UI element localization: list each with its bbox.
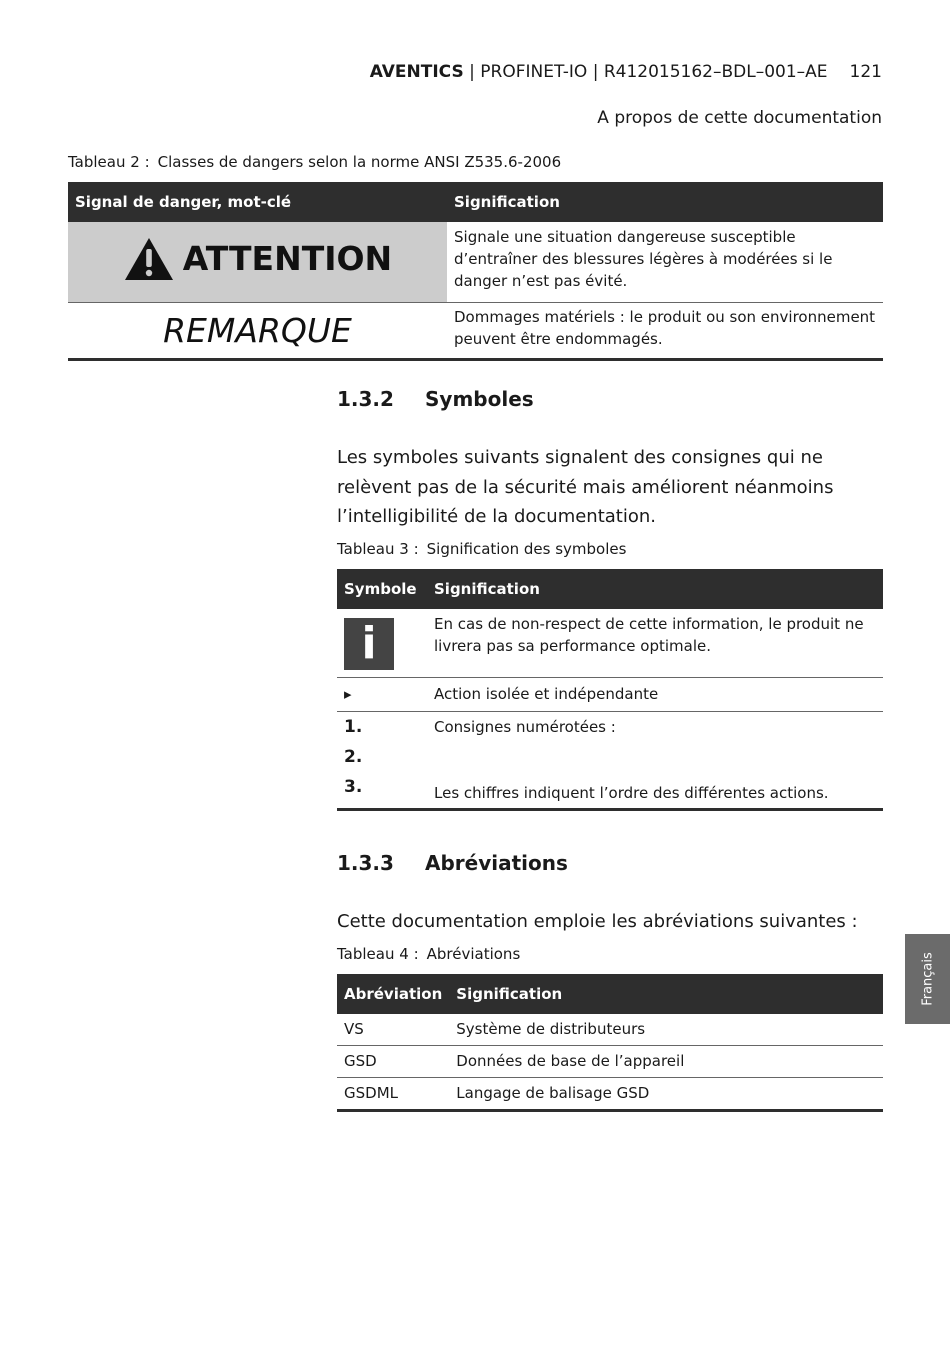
symbols-table	[337, 569, 883, 811]
language-tab-label: Français	[920, 952, 935, 1006]
running-header	[370, 62, 882, 82]
action-meaning: Action isolée et indépendante	[427, 678, 883, 712]
table2-caption	[68, 153, 561, 171]
abbreviation-meaning: Système de distributeurs	[449, 1014, 883, 1046]
abbreviation-cell: GSDML	[337, 1078, 449, 1111]
brand-name: AVENTICS	[369, 62, 464, 82]
table3-col-symbol: Symbole	[337, 569, 427, 609]
table-row	[337, 712, 883, 810]
table-row	[337, 609, 883, 678]
abbreviations-table	[337, 974, 883, 1112]
remarque-label: REMARQUE	[68, 303, 447, 360]
step-number: 2.	[344, 747, 363, 767]
section-number: 1.3.3	[337, 851, 394, 875]
table4-caption	[337, 945, 520, 963]
table-row	[337, 1014, 883, 1046]
table-row	[337, 678, 883, 712]
step-number: 1.	[344, 717, 363, 737]
action-arrow-icon: ▸	[337, 678, 427, 712]
steps-meaning-cell	[427, 712, 883, 810]
table-row	[337, 1078, 883, 1111]
table4-caption-text: Abréviations	[426, 945, 521, 963]
table2-col-meaning: Signification	[447, 182, 883, 222]
step-number: 3.	[344, 777, 363, 797]
document-reference: | PROFINET-IO | R412015162–BDL–001–AE	[463, 62, 828, 82]
attention-signal	[123, 236, 392, 282]
abbreviation-meaning: Données de base de l’appareil	[449, 1046, 883, 1078]
abbreviation-meaning: Langage de balisage GSD	[449, 1078, 883, 1111]
abbreviation-cell: VS	[337, 1014, 449, 1046]
table4-col-meaning: Signification	[449, 974, 883, 1014]
table-row	[68, 222, 883, 303]
abreviations-intro-paragraph: Cette documentation emploie les abréviations suivantes :	[337, 911, 858, 932]
language-tab	[905, 934, 950, 1024]
steps-meaning-bottom: Les chiffres indiquent l’ordre des différentes actions.	[434, 784, 829, 802]
table2-col-keyword: Signal de danger, mot-clé	[68, 182, 447, 222]
section-number: 1.3.2	[337, 387, 394, 411]
danger-classes-table	[68, 182, 883, 361]
warning-triangle-icon	[123, 236, 175, 282]
table3-caption-label: Tableau 3 :	[337, 540, 419, 558]
numbered-steps-symbol	[337, 712, 427, 810]
table2-caption-label: Tableau 2 :	[68, 153, 150, 171]
attention-meaning: Signale une situation dangereuse susceptible d’entraîner des blessures légères à modérées si le danger n’est pas évité.	[447, 222, 883, 303]
section-title: Symboles	[425, 387, 534, 411]
table3-caption	[337, 540, 626, 558]
attention-signal-cell	[68, 222, 447, 303]
section-heading-abreviations	[337, 851, 568, 875]
attention-label: ATTENTION	[182, 239, 393, 278]
table3-col-meaning: Signification	[427, 569, 883, 609]
table4-col-abbreviation: Abréviation	[337, 974, 449, 1014]
symboles-intro-paragraph: Les symboles suivants signalent des consignes qui ne relèvent pas de la sécurité mais améliorent néanmoins l’intelligibilité de la documentation.	[337, 447, 834, 527]
table-row	[68, 303, 883, 360]
info-icon: i	[344, 618, 394, 670]
table4-caption-label: Tableau 4 :	[337, 945, 419, 963]
steps-meaning-top: Consignes numérotées :	[434, 718, 616, 736]
table3-caption-text: Signification des symboles	[426, 540, 627, 558]
remarque-meaning: Dommages matériels : le produit ou son environnement peuvent être endommagés.	[447, 303, 883, 360]
section-heading-symboles	[337, 387, 534, 411]
chapter-title: A propos de cette documentation	[597, 108, 882, 128]
table-row	[337, 1046, 883, 1078]
table2-caption-text: Classes de dangers selon la norme ANSI Z535.6-2006	[157, 153, 562, 171]
section-title: Abréviations	[425, 851, 568, 875]
info-symbol-cell	[337, 609, 427, 678]
info-meaning: En cas de non-respect de cette information, le produit ne livrera pas sa performance optimale.	[427, 609, 883, 678]
abbreviation-cell: GSD	[337, 1046, 449, 1078]
page-number: 121	[849, 62, 882, 82]
